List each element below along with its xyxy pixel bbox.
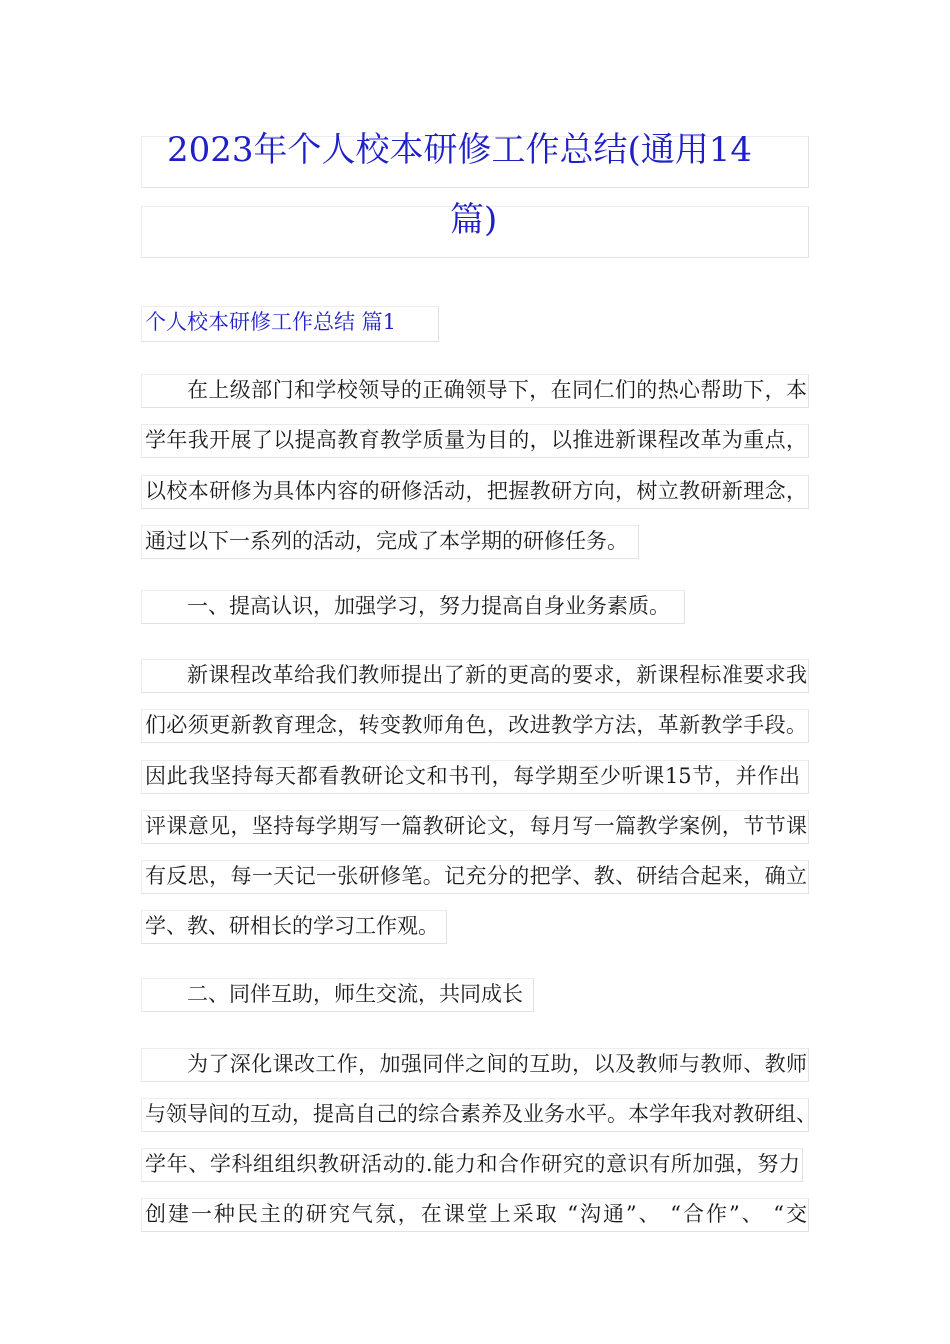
paragraph-1-line-4: 通过以下一系列的活动，完成了本学期的研修任务。 [145, 529, 628, 553]
paragraph-3-line-2: 与领导间的互动，提高自己的综合素养及业务水平。本学年我对教研组、 [145, 1102, 817, 1126]
paragraph-2-line-3: 因此我坚持每天都看教研论文和书刊，每学期至少听课15节，并作出 [145, 764, 800, 788]
document-title-line-1: 2023年个人校本研修工作总结(通用14 [167, 130, 753, 170]
paragraph-2-line-5: 有反思，每一天记一张研修笔。记充分的把学、教、研结合起来，确立 [145, 864, 807, 888]
paragraph-2-line-4: 评课意见，坚持每学期写一篇教研论文，每月写一篇教学案例，节节课 [145, 814, 807, 838]
paragraph-1-line-3: 以校本研修为具体内容的研修活动，把握教研方向，树立教研新理念， [145, 479, 807, 503]
paragraph-2-line-2: 们必须更新教育理念，转变教师角色，改进教学方法，革新教学手段。 [145, 713, 807, 737]
paragraph-1-line-1: 在上级部门和学校领导的正确领导下，在同仁们的热心帮助下，本 [187, 378, 807, 402]
document-title-line-2: 篇) [450, 200, 498, 240]
paragraph-2-line-6: 学、教、研相长的学习工作观。 [145, 914, 439, 938]
paragraph-3-line-4: 创建一种民主的研究气氛，在课堂上采取 “沟通”、 “合作”、 “交 [145, 1202, 807, 1226]
paragraph-3-line-1: 为了深化课改工作，加强同伴之间的互助，以及教师与教师、教师 [187, 1052, 807, 1076]
section-title: 个人校本研修工作总结 篇1 [145, 310, 397, 334]
paragraph-1-line-2: 学年我开展了以提高教育教学质量为目的，以推进新课程改革为重点， [145, 428, 807, 452]
paragraph-2-line-1: 新课程改革给我们教师提出了新的更高的要求，新课程标准要求我 [187, 663, 807, 687]
heading-2: 二、同伴互助，师生交流，共同成长 [187, 982, 523, 1006]
paragraph-3-line-3: 学年、学科组组织教研活动的.能力和合作研究的意识有所加强，努力 [145, 1152, 800, 1176]
heading-1: 一、提高认识，加强学习，努力提高自身业务素质。 [187, 594, 670, 618]
